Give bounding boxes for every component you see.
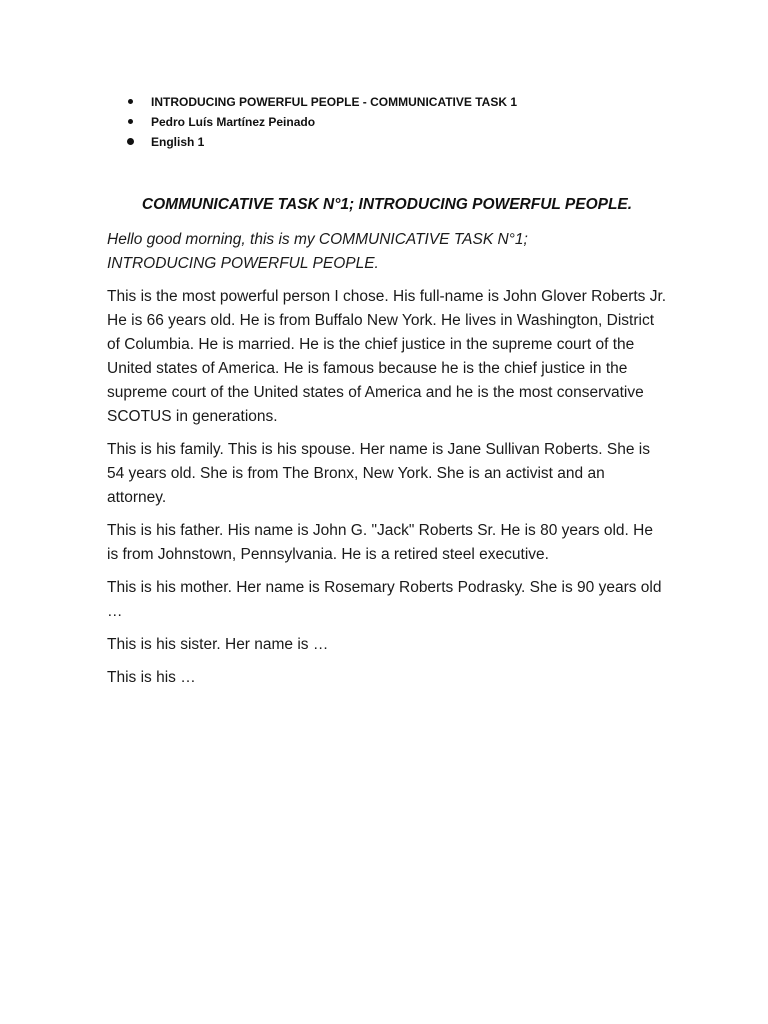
bullet-icon xyxy=(127,138,134,145)
header-item-task xyxy=(128,92,517,112)
intro-line-2: INTRODUCING POWERFUL PEOPLE. xyxy=(107,255,379,272)
paragraph-sister: This is his sister. Her name is … xyxy=(107,636,329,653)
paragraph-other: This is his … xyxy=(107,669,196,686)
header-item-author xyxy=(128,112,517,132)
document-body xyxy=(107,194,667,699)
intro-line-1: Hello good morning, this is my COMMUNICATIVE TASK N°1; xyxy=(107,231,528,248)
header-item-course xyxy=(128,132,517,152)
intro-paragraph xyxy=(107,228,667,276)
paragraph-father: This is his father. His name is John G. "Jack" Roberts Sr. He is 80 years old. He is from Johnstown, Pennsylvania. He is a retired steel executive. xyxy=(107,522,653,563)
paragraph-spouse: This is his family. This is his spouse. Her name is Jane Sullivan Roberts. She is 54 years old. She is from The Bronx, New York. She is an activist and an attorney. xyxy=(107,441,650,506)
document-title: COMMUNICATIVE TASK N°1; INTRODUCING POWERFUL PEOPLE. xyxy=(141,196,633,213)
header-bullet-list xyxy=(128,92,517,152)
header-item-text: English 1 xyxy=(151,135,205,149)
bullet-icon xyxy=(128,119,133,124)
paragraph-person: This is the most powerful person I chose. His full-name is John Glover Roberts Jr. He is 66 years old. He is from Buffalo New York. He lives in Washington, District of Columbia. He is married. He is the chief justice in the supreme court of the United states of America. He is famous because he is the chief justice in the supreme court of the United states of America and he is the most conservative SCOTUS in generations. xyxy=(107,288,667,425)
header-item-text: Pedro Luís Martínez Peinado xyxy=(151,115,316,129)
bullet-icon xyxy=(128,99,133,104)
header-item-text: INTRODUCING POWERFUL PEOPLE - COMMUNICATIVE TASK 1 xyxy=(151,95,518,109)
paragraph-mother: This is his mother. Her name is Rosemary Roberts Podrasky. She is 90 years old … xyxy=(107,579,662,620)
